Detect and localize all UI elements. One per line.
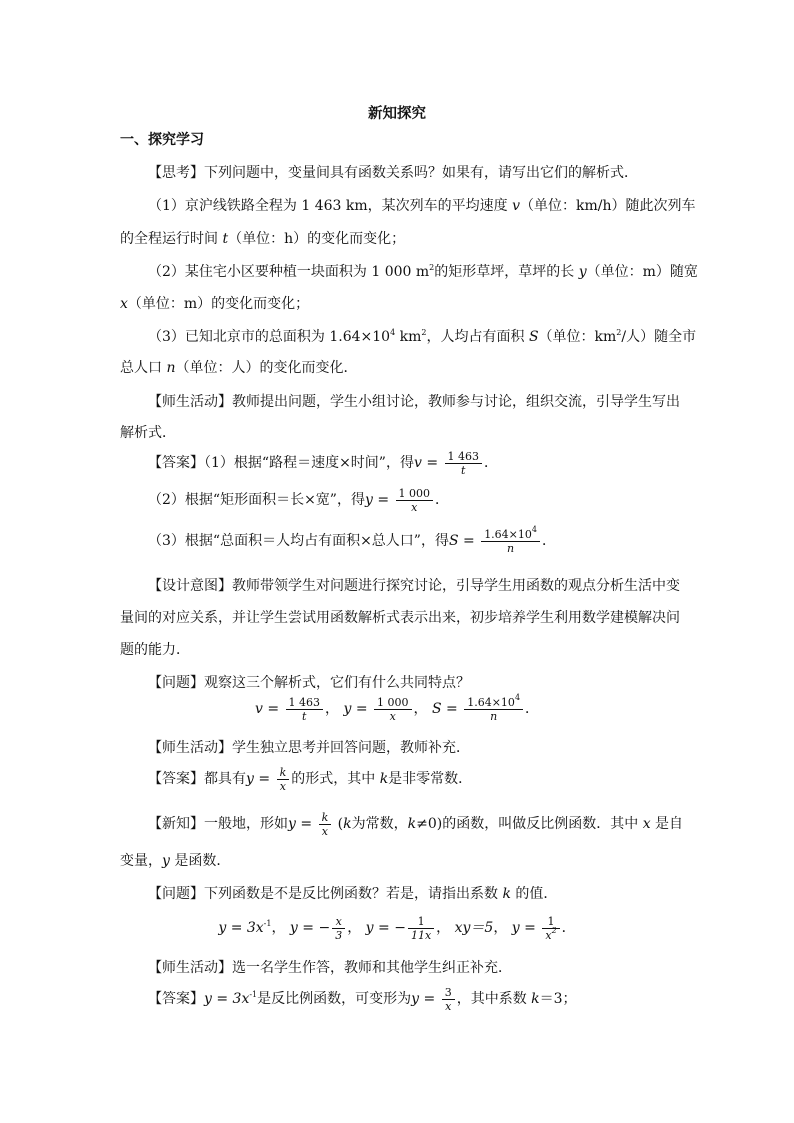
var-k: k bbox=[531, 991, 540, 1007]
function-4: xy＝5 bbox=[454, 920, 494, 936]
section-heading: 一、探究学习 bbox=[120, 132, 204, 148]
numerator-text: 1.64×10 bbox=[467, 695, 515, 709]
q1-text-post: （单位：km/h）随此次列车 bbox=[520, 198, 696, 214]
q2-text-post: （单位：m）随宽 bbox=[586, 264, 698, 280]
answer-1-line-1: 【答案】（1）根据“路程＝速度×时间”，得v = $\frac{1 463}{t}$ ． bbox=[148, 449, 499, 477]
question-label: 【问题】 bbox=[148, 675, 204, 691]
page-title: 新知探究 bbox=[368, 105, 426, 122]
fraction-numerator: 1 463 bbox=[286, 696, 324, 710]
q3-text: （3）已知北京市的总面积为 1.64×10 bbox=[148, 329, 391, 345]
question-text: 观察这三个解析式，它们有什么共同特点？ bbox=[204, 675, 470, 691]
five-functions: $y = 3x^{-1}$， y = − $\frac{x}{3}$ ， y = − $\frac{1}{11x}$ ， xy＝5， y = $\frac{1}{x^2}$ ． bbox=[218, 914, 576, 942]
answer-text: 都具有 bbox=[204, 771, 246, 787]
answer-text-post-2: ＝3； bbox=[539, 991, 577, 1007]
answer-1-line-2: （2）根据“矩形面积＝长×宽”，得y = $\frac{1 000}{x}$ ． bbox=[148, 486, 450, 514]
var-k: k bbox=[343, 816, 352, 832]
var-y: y bbox=[411, 991, 420, 1007]
new-knowledge-label: 【新知】 bbox=[148, 816, 204, 832]
q1-text-2-post: （单位：h）的变化而变化； bbox=[228, 231, 406, 247]
var-y: y bbox=[288, 816, 296, 832]
activity-text-2: 解析式． bbox=[120, 425, 176, 441]
design-label: 【设计意图】 bbox=[148, 578, 232, 594]
fraction-denominator: x bbox=[389, 709, 396, 723]
fraction bbox=[542, 915, 559, 942]
activity-label: 【师生活动】 bbox=[148, 740, 232, 756]
question-label: 【问题】 bbox=[148, 886, 204, 902]
var-y: y bbox=[162, 853, 170, 869]
activity-label: 【师生活动】 bbox=[148, 960, 232, 976]
fraction-denominator: x bbox=[411, 500, 418, 514]
q3-unit: km bbox=[395, 329, 422, 345]
var-x: x bbox=[642, 816, 651, 832]
question-b-line bbox=[148, 884, 708, 904]
condition-text-2: ≠0) bbox=[416, 816, 443, 832]
fraction-numerator bbox=[481, 524, 540, 542]
var-y: y bbox=[246, 771, 254, 787]
new-knowledge-text-2-post: 是函数． bbox=[169, 853, 231, 869]
activity-1-line-2 bbox=[120, 423, 680, 443]
q2-text-2: （单位：m）的变化而变化； bbox=[127, 296, 310, 312]
q1-text-2: 的全程运行时间 bbox=[120, 231, 223, 247]
q3-text-mid: ，人均占有面积 bbox=[426, 329, 529, 345]
fraction bbox=[408, 915, 434, 942]
var-v: v bbox=[254, 701, 263, 717]
think-label: 【思考】 bbox=[148, 165, 204, 181]
var-x: x bbox=[120, 296, 128, 312]
activity-2-line bbox=[148, 738, 708, 758]
fraction-numerator: k bbox=[319, 811, 332, 825]
answer-3-line: 【答案】$y = 3x^{-1}$是反比例函数，可变形为y = $\frac{3}{x}$ ，其中系数 k＝3； bbox=[148, 985, 577, 1013]
fraction bbox=[481, 524, 540, 555]
var-y: y bbox=[578, 264, 587, 280]
superscript: 2 bbox=[429, 263, 435, 272]
question-2-line-1 bbox=[148, 262, 708, 282]
answer-1-line-3: （3）根据“总面积＝人均占有面积×总人口”，得S = $\frac{1.64\times 10^4}{n}$ ． bbox=[148, 524, 556, 555]
answer-text: 是反比例函数，可变形为 bbox=[257, 991, 412, 1007]
var-y: y bbox=[343, 701, 352, 717]
fraction-denominator: x bbox=[321, 824, 328, 838]
fraction-numerator bbox=[464, 692, 523, 710]
var-s: S bbox=[448, 533, 459, 549]
fraction-numerator: 1 bbox=[408, 915, 434, 929]
fraction bbox=[286, 696, 324, 723]
activity-1-line-1 bbox=[148, 392, 708, 412]
var-n: n bbox=[166, 360, 176, 376]
answer-text: （1）根据“路程＝速度×时间”，得 bbox=[204, 455, 414, 471]
q3-text-2-post: （单位：人）的变化而变化． bbox=[175, 360, 358, 376]
q3-text-post: /人）随全市 bbox=[621, 329, 697, 345]
superscript: 4 bbox=[514, 692, 521, 702]
fraction-numerator: x bbox=[332, 915, 345, 929]
new-knowledge-text: 一般地，形如 bbox=[204, 816, 288, 832]
var-t: t bbox=[222, 231, 229, 247]
var-k: k bbox=[379, 771, 389, 787]
question-1-line-1 bbox=[148, 196, 708, 216]
new-knowledge-line-1: 【新知】一般地，形如y = $\frac{k}{x}$ (k为常数，k≠0)的函数，叫做反比例函数．其中 x 是自 bbox=[148, 810, 684, 838]
fraction bbox=[442, 986, 455, 1013]
answer-label: 【答案】 bbox=[148, 771, 204, 787]
three-formulas: v = $\frac{1 463}{t}$ ， y = $\frac{1 000}{x}$ ， S = $\frac{1.64\times 10^4}{n}$ ． bbox=[254, 692, 540, 723]
superscript: -1 bbox=[263, 919, 272, 928]
fraction bbox=[374, 696, 412, 723]
answer-text-post: 是非零常数． bbox=[388, 771, 473, 787]
fraction-denominator: x bbox=[279, 779, 286, 793]
var-y: y bbox=[511, 920, 520, 936]
think-text: 下列问题中，变量间具有函数关系吗？如果有，请写出它们的解析式． bbox=[204, 165, 638, 181]
q1-text: （1）京沪线铁路全程为 1 463 km，某次列车的平均速度 bbox=[148, 198, 513, 214]
question-3-line-2 bbox=[120, 358, 680, 378]
condition-text: 为常数， bbox=[351, 816, 408, 832]
fraction-numerator: 1 000 bbox=[396, 487, 434, 501]
superscript: 2 bbox=[421, 328, 427, 337]
fraction-numerator: 3 bbox=[442, 986, 455, 1000]
answer-text: （2）根据“矩形面积＝长×宽”，得 bbox=[148, 492, 365, 508]
denominator-text: x bbox=[545, 928, 552, 942]
function-1: y = 3x bbox=[204, 991, 250, 1007]
fraction bbox=[332, 915, 345, 942]
q3-unit-2: （单位：km bbox=[538, 329, 617, 345]
var-s: S bbox=[431, 701, 442, 717]
question-a-line bbox=[148, 673, 708, 693]
var-s: S bbox=[528, 329, 539, 345]
design-text-3: 题的能力． bbox=[120, 642, 190, 658]
function-1: y = 3x bbox=[218, 920, 264, 936]
fraction-denominator: t bbox=[302, 709, 307, 723]
activity-label: 【师生活动】 bbox=[148, 394, 232, 410]
design-line-2 bbox=[120, 608, 680, 628]
design-line-3 bbox=[120, 640, 680, 660]
paren: ( bbox=[333, 816, 344, 832]
superscript: 4 bbox=[390, 328, 396, 337]
fraction bbox=[319, 811, 332, 838]
superscript: 2 bbox=[551, 925, 557, 935]
fraction bbox=[445, 450, 483, 477]
new-knowledge-line-2 bbox=[120, 851, 680, 871]
superscript: -1 bbox=[249, 990, 258, 999]
q2-text-mid: 的矩形草坪，草坪的长 bbox=[434, 264, 579, 280]
fraction-denominator: n bbox=[490, 709, 498, 723]
var-y: y bbox=[289, 920, 298, 936]
fraction bbox=[277, 766, 290, 793]
question-text: 下列函数是不是反比例函数？若是，请指出系数 bbox=[204, 886, 503, 902]
var-y: y bbox=[365, 920, 374, 936]
fraction-numerator: k bbox=[277, 766, 290, 780]
answer-label: 【答案】 bbox=[148, 991, 204, 1007]
think-paragraph bbox=[148, 163, 708, 183]
new-knowledge-text-2: 变量， bbox=[120, 853, 162, 869]
var-y: y bbox=[364, 492, 373, 508]
activity-text: 教师提出问题，学生小组讨论，教师参与讨论，组织交流，引导学生写出 bbox=[232, 394, 680, 410]
activity-3-line bbox=[148, 958, 708, 978]
new-knowledge-text-post: 的函数，叫做反比例函数．其中 bbox=[442, 816, 643, 832]
question-3-line-1 bbox=[148, 327, 708, 347]
fraction-numerator: 1 000 bbox=[374, 696, 412, 710]
answer-text-post: ，其中系数 bbox=[456, 991, 532, 1007]
design-text-2: 量间的对应关系，并让学生尝试用函数解析式表示出来，初步培养学生利用数学建模解决问 bbox=[120, 610, 680, 626]
superscript: 4 bbox=[531, 524, 537, 534]
design-text: 教师带领学生对问题进行探究讨论，引导学生用函数的观点分析生活中变 bbox=[232, 578, 680, 594]
fraction-denominator: 11x bbox=[410, 928, 432, 942]
answer-text-mid: 的形式，其中 bbox=[291, 771, 380, 787]
question-1-line-2 bbox=[120, 229, 680, 249]
question-text-post: 的值． bbox=[510, 886, 558, 902]
var-v: v bbox=[413, 455, 422, 471]
question-2-line-2 bbox=[120, 294, 680, 314]
fraction-numerator: 1 463 bbox=[445, 450, 483, 464]
answer-label: 【答案】 bbox=[148, 455, 204, 471]
fraction bbox=[396, 487, 434, 514]
var-k: k bbox=[502, 886, 511, 902]
fraction bbox=[464, 692, 523, 723]
fraction-denominator: 3 bbox=[335, 928, 343, 942]
new-knowledge-text-post-2: 是自 bbox=[650, 816, 684, 832]
var-v: v bbox=[512, 198, 521, 214]
fraction-denominator bbox=[542, 925, 559, 942]
activity-text: 学生独立思考并回答问题，教师补充． bbox=[232, 740, 470, 756]
activity-text: 选一名学生作答，教师和其他学生纠正补充． bbox=[232, 960, 512, 976]
var-k: k bbox=[407, 816, 417, 832]
fraction-denominator: n bbox=[507, 541, 515, 555]
numerator-text: 1.64×10 bbox=[484, 527, 532, 541]
answer-text: （3）根据“总面积＝人均占有面积×总人口”，得 bbox=[148, 533, 449, 549]
superscript: 2 bbox=[616, 328, 622, 337]
q2-text: （2）某住宅小区要种植一块面积为 1 000 m bbox=[148, 264, 430, 280]
design-line-1 bbox=[148, 576, 708, 596]
q3-text-2: 总人口 bbox=[120, 360, 167, 376]
fraction-denominator: x bbox=[445, 999, 452, 1013]
fraction-numerator: 1 bbox=[542, 915, 559, 929]
answer-2-line: 【答案】都具有y = $\frac{k}{x}$ 的形式，其中 k是非零常数． bbox=[148, 765, 473, 793]
fraction-denominator: t bbox=[461, 463, 466, 477]
